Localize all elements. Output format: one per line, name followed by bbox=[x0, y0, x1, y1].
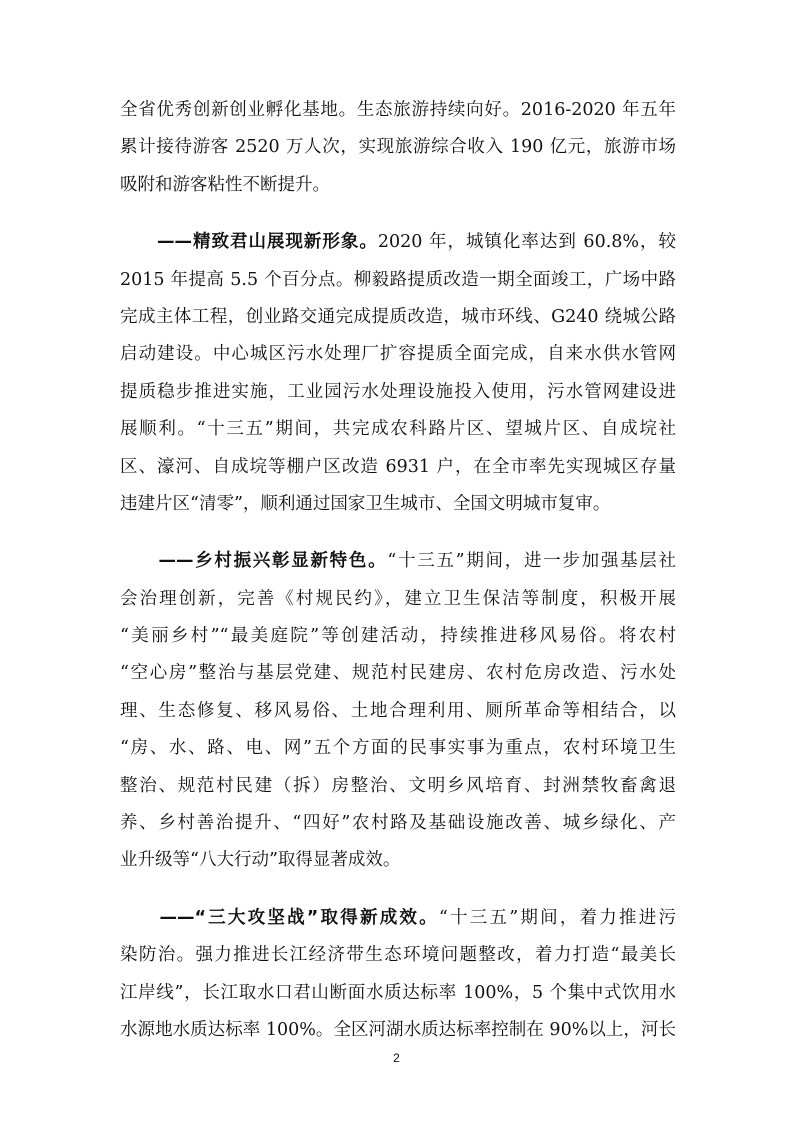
page-number: 2 bbox=[393, 1051, 400, 1065]
text-line: 2015 年提高 5.5 个百分点。柳毅路提质改造一期全面竣工，广场中路 bbox=[120, 269, 676, 290]
text-line: 违建片区“清零”，顺利通过国家卫生城市、全国文明城市复审。 bbox=[120, 493, 611, 514]
text-line: 养、乡村善治提升、“四好”农村路及基础设施改善、城乡绿化、产 bbox=[120, 813, 676, 834]
text-line bbox=[120, 224, 676, 261]
text-line: 水源地水质达标率 100%。全区河湖水质达标率控制在 90%以上，河长 bbox=[120, 1019, 676, 1040]
text-run: “十三五”期间，进一步加强基层社 bbox=[387, 551, 677, 572]
text-line: 全省优秀创新创业孵化基地。生态旅游持续向好。2016-2020 年五年 bbox=[120, 100, 676, 120]
text-line: 完成主体工程，创业路交通完成提质改造，城市环线、G240 绕城公路 bbox=[120, 306, 676, 327]
text-run: “十三五”期间，着力推进污 bbox=[438, 907, 676, 928]
text-line: 染防治。强力推进长江经济带生态环境问题整改，着力打造“最美长 bbox=[120, 945, 676, 966]
section-heading: ——乡村振兴彰显新特色。 bbox=[158, 551, 388, 572]
text-line: 区、濠河、自成垸等棚户区改造 6931 户，在全市率先实现城区存量 bbox=[120, 456, 676, 477]
text-run: 2020 年，城镇化率达到 60.8%，较 bbox=[377, 232, 677, 253]
text-line: 业升级等“八大行动”取得显著成效。 bbox=[120, 850, 401, 871]
text-line: 累计接待游客 2520 万人次，实现旅游综合收入 190 亿元，旅游市场 bbox=[120, 137, 676, 158]
text-line: “空心房”整治与基层党建、规范村民建房、农村危房改造、污水处 bbox=[120, 663, 676, 684]
text-line: “美丽乡村”“最美庭院”等创建活动，持续推进移风易俗。将农村 bbox=[120, 626, 676, 647]
text-line: 整治、规范村民建（拆）房整治、文明乡风培育、封洲禁牧畜禽退 bbox=[120, 775, 676, 796]
text-line: 理、生态修复、移风易俗、土地合理利用、厕所革命等相结合，以 bbox=[120, 700, 676, 721]
text-line bbox=[120, 543, 676, 580]
text-line: 江岸线”，长江取水口君山断面水质达标率 100%，5 个集中式饮用水 bbox=[120, 982, 676, 1003]
text-line bbox=[120, 900, 676, 937]
body-text bbox=[120, 92, 676, 1049]
section-heading: ——精致君山展现新形象。 bbox=[156, 232, 378, 253]
section-heading: ——“三大攻坚战”取得新成效。 bbox=[159, 907, 439, 928]
text-line: 展顺利。“十三五”期间，共完成农科路片区、望城片区、自成垸社 bbox=[120, 419, 676, 440]
text-line: 提质稳步推进实施，工业园污水处理设施投入使用，污水管网建设进 bbox=[120, 381, 676, 402]
text-line: 吸附和游客粘性不断提升。 bbox=[120, 174, 330, 195]
text-line: 启动建设。中心城区污水处理厂扩容提质全面完成，自来水供水管网 bbox=[120, 344, 676, 365]
text-line: 会治理创新，完善《村规民约》，建立卫生保洁等制度，积极开展 bbox=[120, 588, 676, 609]
text-line: “房、水、路、电、网”五个方面的民事实事为重点，农村环境卫生 bbox=[120, 738, 676, 759]
